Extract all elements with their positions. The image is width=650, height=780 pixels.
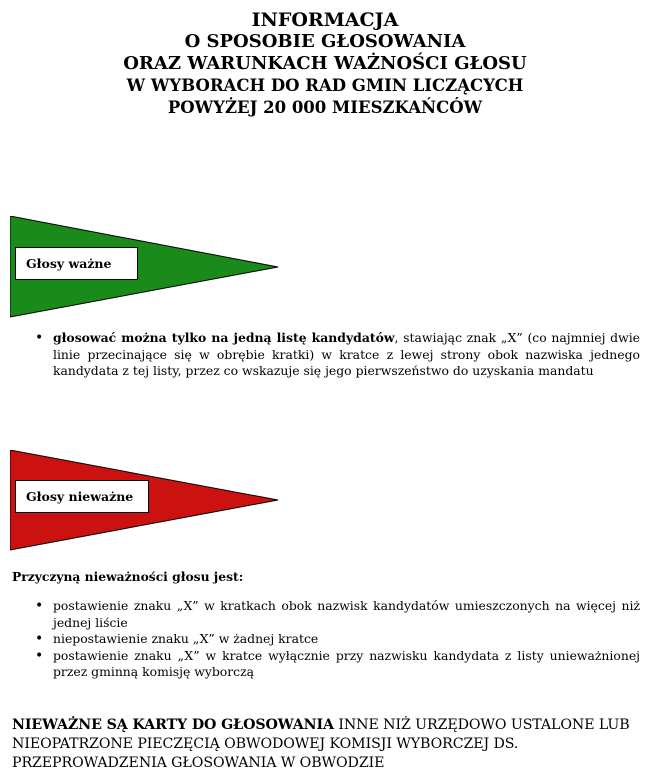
- invalid-votes-banner: [10, 450, 280, 552]
- invalid-cause-heading: Przyczyną nieważności głosu jest:: [12, 569, 244, 584]
- footer-bold-text: NIEWAŻNE SĄ KARTY DO GŁOSOWANIA: [12, 717, 334, 733]
- valid-votes-rules: [32, 330, 640, 380]
- footer-text: INNE NIŻ URZĘDOWO USTALONE LUB NIEOPATRZONE PIECZĘCIĄ OBWODOWEJ KOMISJI WYBORCZEJ DS. PRZEPROWADZENIA GŁOSOWANIA W OBWODZIE: [12, 717, 630, 771]
- list-item: • postawienie znaku „X” w kratce wyłącznie przy nazwisku kandydata z listy unieważnionej przez gminną komisję wyborczą: [32, 648, 640, 681]
- valid-votes-banner: [10, 216, 280, 318]
- title-line-2: O SPOSOBIE GŁOSOWANIA: [184, 31, 466, 52]
- rule-text: , stawiając znak „X” (co najmniej dwie linie przecinające się w obrębie kratki) w kratce z lewej strony obok nazwiska jednego kandydata z tej listy, przez co wskazuje się jego pierwszeństwo do uzyskania mandatu: [53, 330, 640, 378]
- list-item: [32, 330, 640, 380]
- list-item: • niepostawienie znaku „X” w żadnej kratce: [32, 631, 640, 648]
- document-title: [0, 9, 650, 119]
- invalid-votes-reasons: [32, 598, 640, 681]
- list-item: • postawienie znaku „X” w kratkach obok nazwisk kandydatów umieszczonych na więcej niż jednej liście: [32, 598, 640, 631]
- title-line-4: W WYBORACH DO RAD GMIN LICZĄCYCH: [126, 76, 524, 95]
- footer-notice: [12, 716, 642, 773]
- title-line-1: INFORMACJA: [251, 9, 399, 31]
- valid-votes-label: Głosy ważne: [15, 247, 138, 280]
- title-line-5: POWYŻEJ 20 000 MIESZKAŃCÓW: [167, 98, 483, 117]
- rule-bold-text: głosować można tylko na jedną listę kandydatów: [53, 330, 395, 345]
- invalid-votes-label: Głosy nieważne: [15, 480, 149, 513]
- title-line-3: ORAZ WARUNKACH WAŻNOŚCI GŁOSU: [123, 53, 527, 74]
